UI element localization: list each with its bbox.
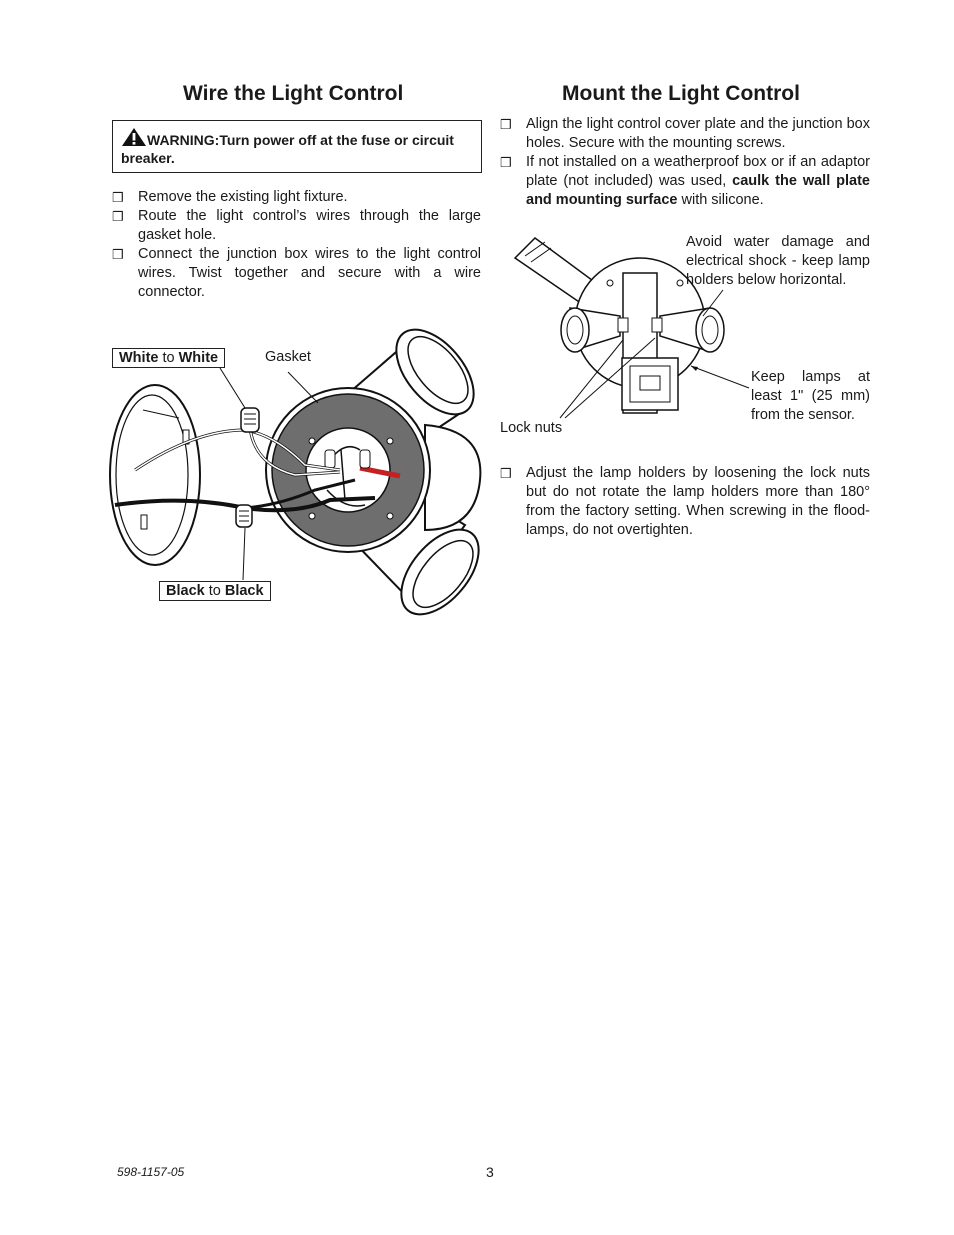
warning-box bbox=[112, 120, 482, 173]
white-to-white-label: White to White bbox=[112, 348, 225, 368]
black-to-black-label: Black to Black bbox=[159, 581, 271, 601]
list-item: ❒ Remove the existing light fixture. bbox=[112, 189, 348, 205]
checkbox-icon: ❒ bbox=[112, 209, 124, 224]
warning-text: Turn power off at the fuse or circuit breaker. bbox=[121, 132, 454, 166]
warning-label: WARNING: bbox=[147, 132, 220, 148]
gasket-label: Gasket bbox=[265, 349, 311, 365]
checkbox-icon: ❒ bbox=[112, 247, 124, 262]
black-wire-nut bbox=[236, 505, 252, 527]
list-item: ❒ Connect the junction box wires to the light control wires. Twist together and secure with a wire connector. bbox=[112, 246, 481, 300]
list-item: ❒ Align the light control cover plate and the junction box holes. Secure with the mounting screws. bbox=[500, 116, 870, 151]
left-heading: Wire the Light Control bbox=[183, 82, 404, 105]
checkbox-icon: ❒ bbox=[500, 155, 512, 170]
sensor-distance-note: Keep lamps at least 1" (25 mm) from the sensor. bbox=[751, 369, 870, 423]
document-number: 598-1157-05 bbox=[117, 1165, 185, 1179]
white-wire-nut bbox=[241, 408, 259, 432]
checkbox-icon: ❒ bbox=[112, 190, 124, 205]
adjust-step-list bbox=[500, 464, 870, 540]
checkbox-icon: ❒ bbox=[500, 117, 512, 132]
list-item: ❒ Adjust the lamp holders by loosening the lock nuts but do not rotate the lamp holders more than 180° from the factory setting. When screwing in the flood-lamps, do not overtighten. bbox=[500, 465, 870, 538]
motion-sensor bbox=[622, 358, 678, 410]
left-step-list bbox=[112, 188, 481, 302]
list-item: ❒ Route the light control’s wires through the large gasket hole. bbox=[112, 208, 481, 243]
checkbox-icon: ❒ bbox=[500, 466, 512, 481]
right-step-list bbox=[500, 115, 870, 210]
water-damage-note: Avoid water damage and electrical shock - keep lamp holders below horizontal. bbox=[686, 234, 870, 288]
page-number: 3 bbox=[486, 1164, 494, 1180]
warning-triangle-icon bbox=[121, 127, 147, 147]
right-heading: Mount the Light Control bbox=[562, 82, 800, 105]
list-item: ❒ If not installed on a weatherproof box or if an adaptor plate (not included) was used, caulk the wall plate and mounting surface with silicone. bbox=[500, 154, 870, 208]
lock-nuts-label: Lock nuts bbox=[500, 420, 563, 436]
